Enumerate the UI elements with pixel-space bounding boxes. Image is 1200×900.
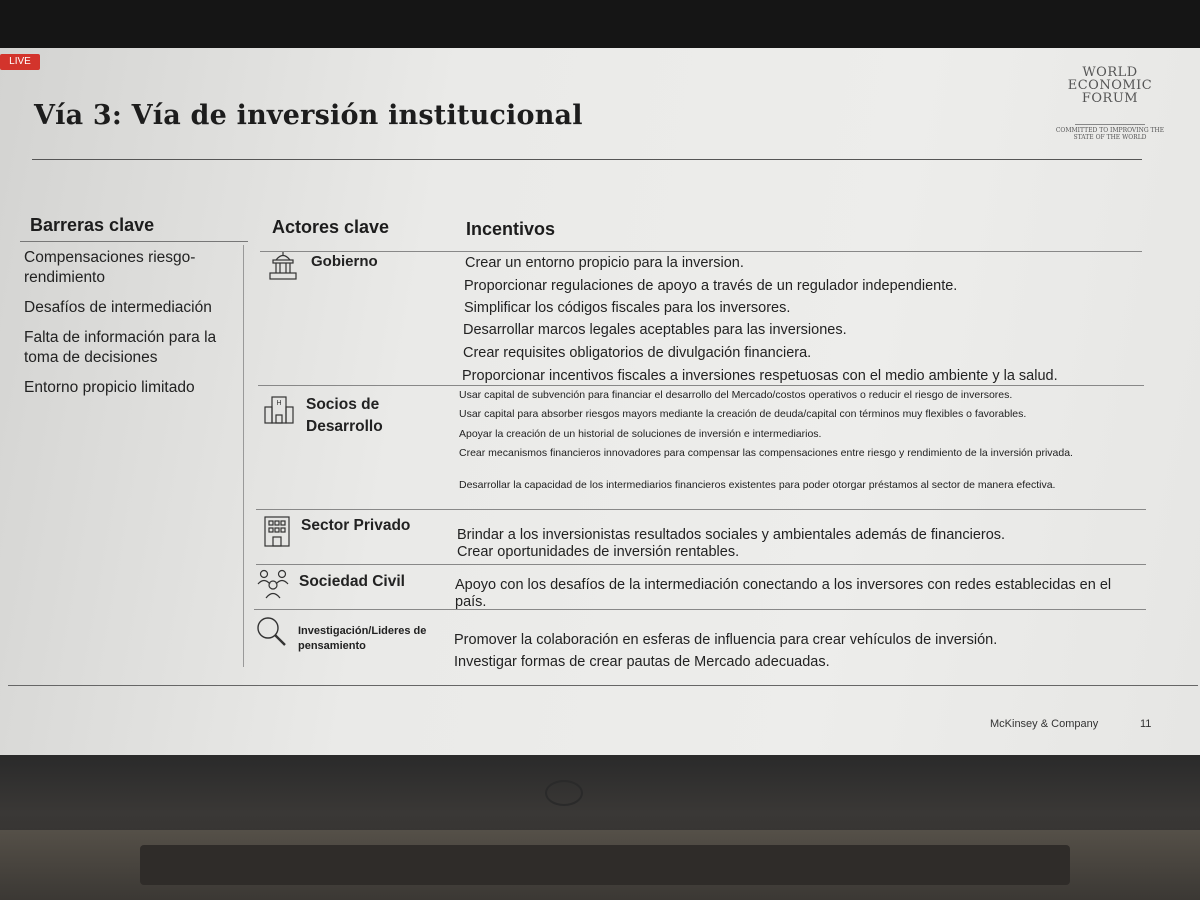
- row-divider: [258, 385, 1144, 386]
- laptop-logo-icon: [545, 780, 583, 806]
- incentive-item: Desarrollar la capacidad de los intermediarios financieros existentes para poder otorgar préstamos al sector de manera efectiva.: [459, 479, 1056, 491]
- wef-logo-line2: ECONOMIC: [1067, 78, 1153, 93]
- row-divider: [256, 564, 1146, 565]
- barriers-divider: [20, 241, 248, 242]
- incentive-item: Proporcionar regulaciones de apoyo a través de un regulador independiente.: [464, 278, 958, 294]
- row-divider: [260, 251, 1142, 252]
- barrier-item: Entorno propicio limitado: [24, 379, 195, 396]
- header-actors: Actores clave: [272, 217, 390, 237]
- footer-brand: McKinsey & Company: [990, 718, 1099, 730]
- incentive-item: Crear oportunidades de inversión rentables.: [457, 544, 740, 560]
- header-barriers: Barreras clave: [30, 215, 155, 235]
- government-building-icon: [266, 248, 300, 282]
- footer-divider: [8, 685, 1198, 686]
- laptop-keyboard-edge: [140, 845, 1070, 885]
- title-divider: [32, 159, 1142, 160]
- live-badge: LIVE: [0, 54, 40, 70]
- svg-text:H: H: [276, 400, 282, 407]
- incentive-item: Proporcionar incentivos fiscales a inversiones respetuosas con el medio ambiente y la salud.: [462, 368, 1058, 384]
- actor-name: Investigación/Lideres de pensamiento: [298, 625, 427, 652]
- incentive-item: Usar capital para absorber riesgos mayors mediante la creación de deuda/capital con términos muy flexibles o favorables.: [459, 408, 1027, 420]
- office-building-icon: [260, 514, 294, 548]
- actor-name: Sector Privado: [301, 517, 411, 534]
- barrier-item: Compensaciones riesgo-rendimiento: [24, 249, 196, 286]
- incentive-item: Usar capital de subvención para financiar el desarrollo del Mercado/costos operativos o reducir el riesgo de inversores.: [459, 389, 1013, 401]
- page-number: 11: [1140, 718, 1152, 730]
- wef-logo-line1: WORLD: [1082, 65, 1138, 80]
- barrier-item: Falta de información para la toma de decisiones: [24, 329, 217, 366]
- actor-name: Sociedad Civil: [299, 573, 405, 590]
- incentive-item: Crear mecanismos financieros innovadores para compensar las compensaciones entre riesgo y rendimiento de la inversión privada.: [459, 447, 1073, 459]
- magnifier-icon: [255, 615, 289, 649]
- wef-logo: [1050, 66, 1170, 141]
- header-incentives: Incentivos: [466, 219, 556, 239]
- barrier-item: Desafíos de intermediación: [24, 299, 212, 316]
- actor-name: Socios de Desarrollo: [306, 396, 383, 435]
- wef-logo-tagline: COMMITTED TO IMPROVING THE STATE OF THE WORLD: [1055, 127, 1165, 141]
- incentive-item: Crear requisites obligatorios de divulgación financiera.: [463, 345, 812, 361]
- hospital-building-icon: [262, 393, 296, 427]
- incentive-item: Brindar a los inversionistas resultados sociales y ambientales además de financieros.: [457, 527, 1006, 543]
- actor-name: Gobierno: [311, 253, 378, 270]
- incentive-item: Apoyo con los desafíos de la intermediación conectando a los inversores con redes establecidas en el país.: [455, 577, 1112, 610]
- wef-logo-divider: [1075, 124, 1145, 125]
- monitor-bezel-top: [0, 0, 1200, 48]
- slide-screen: [0, 48, 1200, 755]
- wef-logo-line3: FORUM: [1081, 91, 1139, 106]
- incentive-item: Investigar formas de crear pautas de Mercado adecuadas.: [454, 654, 830, 670]
- incentive-item: Desarrollar marcos legales aceptables para las inversiones.: [463, 322, 847, 338]
- incentive-item: Apoyar la creación de un historial de soluciones de inversión e intermediarios.: [459, 428, 822, 440]
- slide-title: Vía 3: Vía de inversión institucional: [34, 100, 583, 131]
- row-divider: [256, 509, 1146, 510]
- incentive-item: Promover la colaboración en esferas de influencia para crear vehículos de inversión.: [454, 632, 998, 648]
- people-group-icon: [256, 565, 290, 599]
- incentive-item: Crear un entorno propicio para la inversion.: [465, 255, 744, 271]
- incentive-item: Simplificar los códigos fiscales para los inversores.: [464, 300, 791, 316]
